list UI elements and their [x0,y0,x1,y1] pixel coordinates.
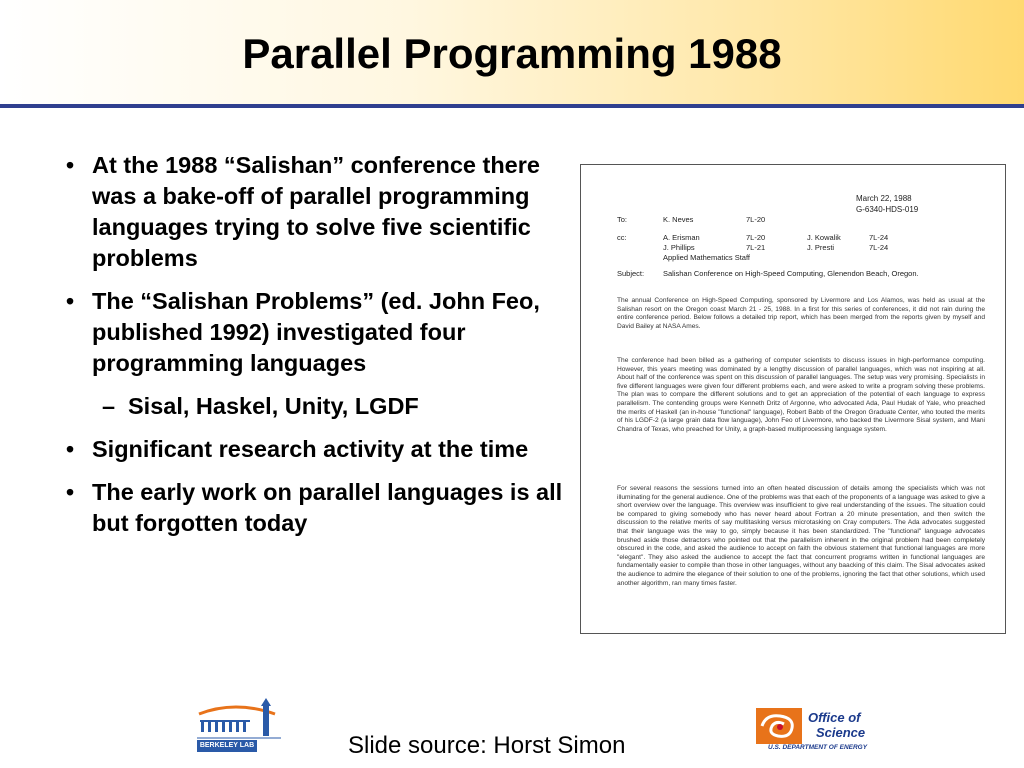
memo-to-name: K. Neves [663,215,694,224]
sub-bullet-text: Sisal, Haskel, Unity, LGDF [128,393,419,419]
memo-cc-code: 7L-21 [746,243,766,252]
office-of-science-logo [756,708,896,758]
science-label: Science [816,725,866,740]
bullet-icon: • [66,152,75,178]
berkeley-lab-logo [195,696,283,756]
bullet-text: The early work on parallel languages is all but forgotten today [92,479,563,536]
slide-title: Parallel Programming 1988 [242,30,782,77]
memo-cc-name: J. Phillips [663,243,695,252]
memo-paragraph: For several reasons the sessions turned into an often heated discussion of details among the specialists which was not illuminating for the general audience. One of the problems was that each of the proponents of a language was asked to give a short overview over the language. This overview was insufficient to give real understanding of the issues. The situation could be compared to giving somebody who has never heard about Fortran a 20 minute presentation, and then switch the discussion to the relative merits of say multitasking versus microtasking on Cray computers. The Ada advocates suggested that their language was the way to go, simply because it has been standardized. The "functional" language advocates brushed aside those detractors who pointed out that the parallelism inherent in the original problem had been completely obscured in the code, and asked the audience to accept on faith the obvious statement that functional languages are more "elegant". They also asked the audience to accept the fact that concurrent programs written in functional languages are fundamentally easier to compile than those in other languages, without any baacking of this claim. The Sisal advocates asked the audience to admire the elegance of their solution to one of the problems, ignoring the fact that other solutions, which used another algorithm, ran many times faster. [617,485,985,587]
bullet-text: Significant research activity at the time [92,436,529,462]
memo-cc-code: 7L-20 [746,233,766,242]
memo-cc-name: A. Erisman [663,233,700,242]
bullet-item [62,477,572,539]
doe-label: U.S. DEPARTMENT OF ENERGY [768,744,868,751]
memo-date: March 22, 1988 [856,194,912,203]
bullet-text: The “Salishan Problems” (ed. John Feo, published 1992) investigated four programming languages [92,288,540,376]
memo-cc-staff: Applied Mathematics Staff [663,253,750,262]
memo-subject: Salishan Conference on High-Speed Computing, Glenendon Beach, Oregon. [663,269,919,278]
memo-to-label: To: [617,215,628,224]
dash-icon: – [102,393,116,419]
memo-cc-name: J. Kowalik [807,233,841,242]
bullet-item [62,150,572,274]
memo-paragraph: The annual Conference on High-Speed Computing, sponsored by Livermore and Los Alamos, was held as usual at the Salishan resort on the Oregon coast March 21 - 25, 1988. In a first for this series of conferences, it did not rain during the entire conference period. Below follows a detailed trip report, which has been merged from the reports given by myself and David Bailey at NASA Ames. [617,297,985,330]
bullet-icon: • [66,436,75,462]
bullet-text: At the 1988 “Salishan” conference there was a bake-off of parallel programming languages trying to solve five scientific problems [92,152,540,271]
office-of-label: Office of [808,710,861,725]
bullet-icon: • [66,479,75,505]
bullet-item [62,286,572,379]
berkeley-lab-label: BERKELEY LAB [197,740,257,752]
memo-to-code: 7L-20 [746,215,766,224]
memo-document-image [580,164,1006,634]
memo-paragraph: The conference had been billed as a gathering of computer scientists to discuss issues in high-performance computing. However, this years meeting was dominated by a lengthy discussion of parallel languages, which was not inspiring at all. About half of the conference was spent on this discussion of parallel languages. The setup was very promising. Specialists in five different languages were given four different problems each, and were asked to write a program solving these problems. The plan was to compare the different solutions and to get an appreciation of the potential of each language to express parallelism. The contending groups were Kenneth Dritz of Argonne, who advocated Ada, Paul Hudak of Yale, who preached the merits of Haskell (an in-house "functional" language), Robert Babb of the Oregon Graduate Center, who touted the merits of his LGDF-2 (a large grain data flow language), John Feo of Livermore, who backed the Livermore Sisal system, and Mani Chandra of Texas, who preached for Unity, a graph-based multiprocessing language system. [617,357,985,433]
bullet-icon: • [66,288,75,314]
memo-subject-label: Subject: [617,269,645,278]
title-divider [0,104,1024,108]
memo-cc-code: 7L-24 [869,243,889,252]
memo-reference: G-6340-HDS-019 [856,205,919,214]
memo-cc-label: cc: [617,233,627,242]
sub-bullet-item [62,391,572,422]
bullet-item [62,434,572,465]
memo-date-block [856,193,918,215]
memo-cc-name: J. Presti [807,243,835,252]
bullet-list [62,150,572,551]
doe-swirl-icon [756,708,802,744]
slide-footer-source: Slide source: Horst Simon [348,732,626,759]
memo-cc-code: 7L-24 [869,233,889,242]
